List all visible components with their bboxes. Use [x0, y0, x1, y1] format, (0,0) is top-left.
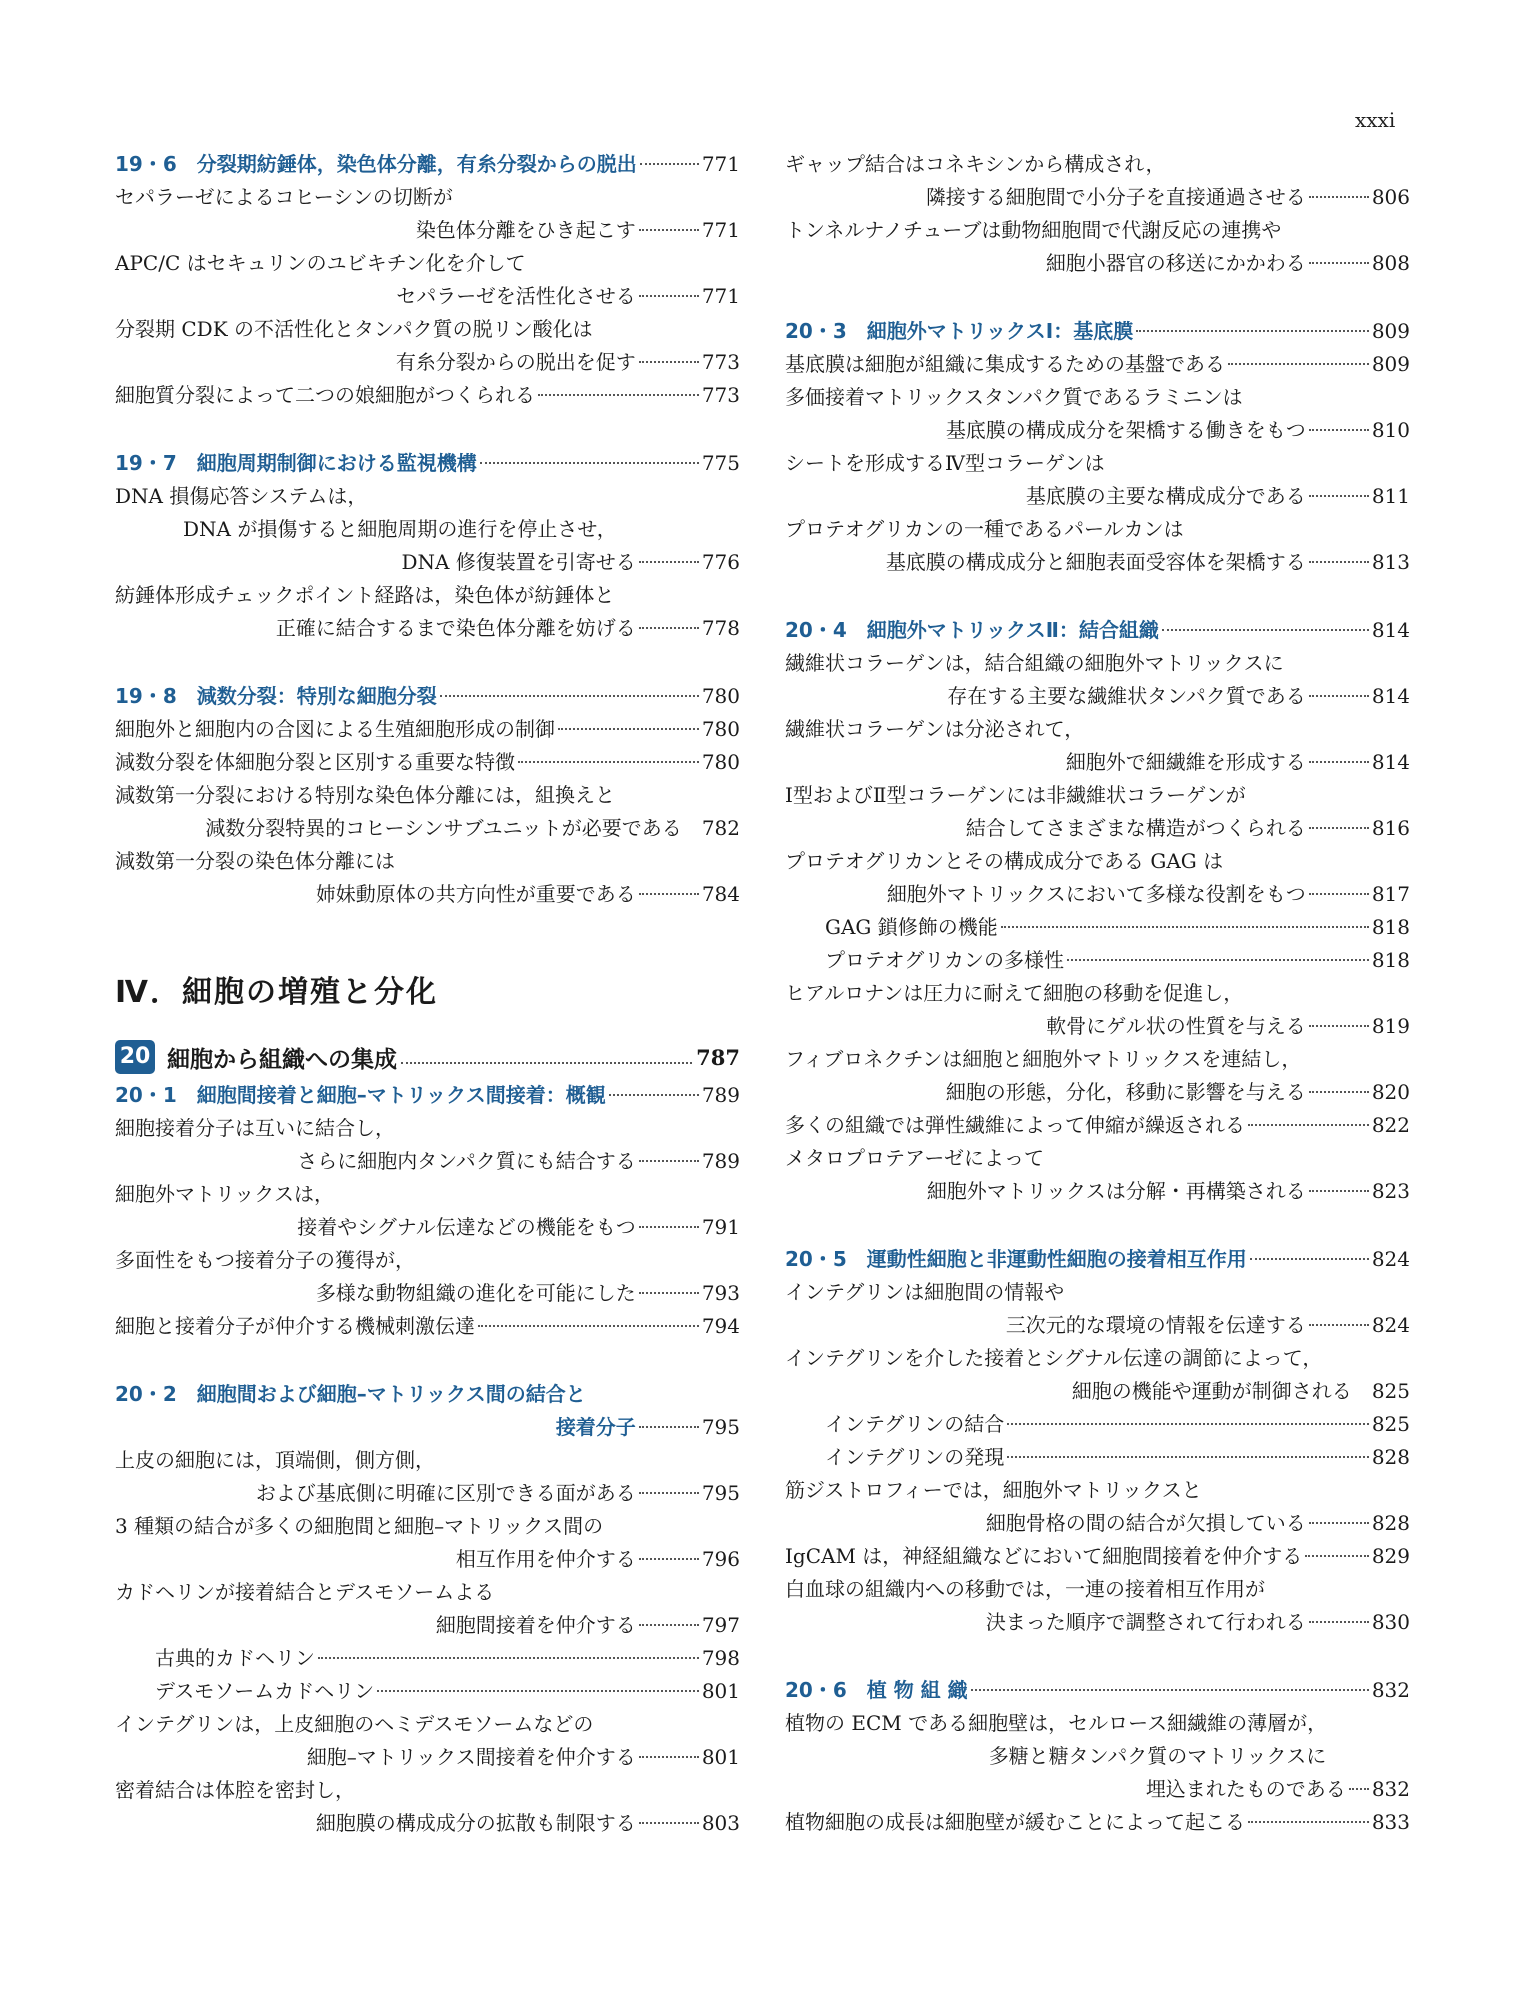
- toc-line[interactable]: 植物細胞の成長は細胞壁が緩むことによって起こる 833: [785, 1810, 1410, 1834]
- toc-line: セパラーゼによるコヒーシンの切断が: [115, 185, 453, 209]
- section-title: 19・7 細胞周期制御における監視機構: [115, 451, 477, 475]
- section-heading-20-6[interactable]: [785, 1674, 1410, 1707]
- toc-line[interactable]: 細胞小器官の移送にかかわる 808: [1045, 251, 1410, 275]
- toc-line: DNA が損傷すると細胞周期の進行を停止させ，: [183, 517, 617, 541]
- section-title: 接着分子: [555, 1415, 636, 1439]
- toc-line[interactable]: 細胞外と細胞内の合図による生殖細胞形成の制御 780: [115, 717, 740, 741]
- toc-line[interactable]: 染色体分離をひき起こす 771: [415, 218, 740, 242]
- section-page: 832: [1371, 1678, 1410, 1702]
- toc-line: ヒアルロナンは圧力に耐えて細胞の移動を促進し，: [785, 981, 1244, 1005]
- section-heading-20-1[interactable]: [115, 1079, 740, 1112]
- toc-line: 多面性をもつ接着分子の獲得が，: [115, 1248, 415, 1272]
- toc-line[interactable]: 細胞骨格の間の結合が欠損している 828: [985, 1511, 1410, 1535]
- section-title: 20・4 細胞外マトリックスⅡ：結合組織: [785, 618, 1159, 642]
- toc-line: 多価接着マトリックスタンパク質であるラミニンは: [785, 385, 1243, 409]
- toc-line[interactable]: 基底膜は細胞が組織に集成するための基盤である 809: [785, 352, 1410, 376]
- toc-line: プロテオグリカンとその構成成分である GAG は: [785, 849, 1224, 873]
- toc-line: インテグリンは細胞間の情報や: [785, 1280, 1065, 1304]
- toc-line: 多糖と糖タンパク質のマトリックスに: [988, 1744, 1327, 1768]
- section-heading-20-4[interactable]: [785, 614, 1410, 647]
- toc-line[interactable]: プロテオグリカンの多様性 818: [825, 948, 1410, 972]
- toc-line[interactable]: 細胞間接着を仲介する 797: [435, 1613, 740, 1637]
- toc-line: 筋ジストロフィーでは，細胞外マトリックスと: [785, 1478, 1202, 1502]
- toc-line[interactable]: デスモソームカドヘリン 801: [155, 1679, 740, 1703]
- toc-line[interactable]: IgCAM は，神経組織などにおいて細胞間接着を仲介する 829: [785, 1544, 1410, 1568]
- toc-line[interactable]: セパラーゼを活性化させる 771: [396, 284, 740, 308]
- section-heading-20-2[interactable]: [115, 1378, 740, 1411]
- toc-line[interactable]: 減数分裂を体細胞分裂と区別する重要な特徴 780: [115, 750, 740, 774]
- toc-line: トンネルナノチューブは動物細胞間で代謝反応の連携や: [785, 218, 1282, 242]
- toc-line: 減数第一分裂における特別な染色体分離には，組換えと: [115, 783, 615, 807]
- section-heading-19-6[interactable]: [115, 148, 740, 181]
- toc-line: プロテオグリカンの一種であるパールカンは: [785, 517, 1184, 541]
- toc-line[interactable]: GAG 鎖修飾の機能 818: [825, 915, 1410, 939]
- section-page: 771: [701, 152, 740, 176]
- toc-line[interactable]: 決まった順序で調整されて行われる 830: [985, 1610, 1410, 1634]
- toc-line[interactable]: 多様な動物組織の進化を可能にした 793: [315, 1281, 740, 1305]
- section-title: 20・1 細胞間接着と細胞–マトリックス間接着：概観: [115, 1083, 606, 1107]
- section-page: 775: [701, 451, 740, 475]
- section-title: 20・3 細胞外マトリックスⅠ：基底膜: [785, 319, 1134, 343]
- toc-line: インテグリンは，上皮細胞のヘミデスモソームなどの: [115, 1712, 594, 1736]
- toc-line: 白血球の組織内への移動では，一連の接着相互作用が: [785, 1577, 1265, 1601]
- toc-line[interactable]: 細胞の形態，分化，移動に影響を与える 820: [945, 1080, 1410, 1104]
- section-heading-20-2-cont[interactable]: [115, 1411, 740, 1444]
- section-title: 19・8 減数分裂：特別な細胞分裂: [115, 684, 437, 708]
- section-title: 20・5 運動性細胞と非運動性細胞の接着相互作用: [785, 1247, 1247, 1271]
- toc-line: ギャップ結合はコネキシンから構成され，: [785, 152, 1166, 176]
- toc-line[interactable]: 細胞外マトリックスにおいて多様な役割をもつ 817: [886, 882, 1410, 906]
- toc-line[interactable]: インテグリンの結合 825: [825, 1412, 1410, 1436]
- section-heading-19-8[interactable]: [115, 680, 740, 713]
- section-title: 20・6 植 物 組 織: [785, 1678, 968, 1702]
- toc-line: カドヘリンが接着結合とデスモソームよる: [115, 1580, 495, 1604]
- toc-line: 繊維状コラーゲンは，結合組織の細胞外マトリックスに: [785, 651, 1284, 675]
- section-page: 824: [1371, 1247, 1410, 1271]
- toc-line[interactable]: DNA 修復装置を引寄せる 776: [401, 550, 740, 574]
- toc-line[interactable]: 細胞の機能や運動が制御される 825: [1071, 1379, 1410, 1403]
- toc-line: 紡錘体形成チェックポイント経路は，染色体が紡錘体と: [115, 583, 615, 607]
- section-page: 809: [1371, 319, 1410, 343]
- toc-line[interactable]: インテグリンの発現 828: [825, 1445, 1410, 1469]
- toc-line[interactable]: 軟骨にゲル状の性質を与える 819: [1046, 1014, 1410, 1038]
- toc-right-column: [785, 148, 1410, 1839]
- toc-line[interactable]: 細胞質分裂によって二つの娘細胞がつくられる 773: [115, 383, 740, 407]
- page-number: xxxi: [1355, 108, 1396, 132]
- chapter-page: 787: [696, 1044, 740, 1070]
- section-heading-19-7[interactable]: [115, 447, 740, 480]
- toc-left-column: [115, 148, 740, 1840]
- chapter-number-badge: 20: [115, 1040, 155, 1074]
- toc-line: 細胞接着分子は互いに結合し，: [115, 1116, 395, 1140]
- section-page: 789: [701, 1083, 740, 1107]
- toc-line[interactable]: 古典的カドヘリン 798: [155, 1646, 740, 1670]
- section-title: 19・6 分裂期紡錘体，染色体分離，有糸分裂からの脱出: [115, 152, 637, 176]
- toc-line[interactable]: 細胞外マトリックスは分解・再構築される 823: [926, 1179, 1410, 1203]
- toc-line: 繊維状コラーゲンは分泌されて，: [785, 717, 1085, 741]
- toc-line: インテグリンを介した接着とシグナル伝達の調節によって，: [785, 1346, 1323, 1370]
- toc-line[interactable]: 存在する主要な繊維状タンパク質である 814: [947, 684, 1410, 708]
- toc-line[interactable]: 基底膜の構成成分と細胞表面受容体を架橋する 813: [885, 550, 1410, 574]
- toc-line[interactable]: 細胞外で細繊維を形成する 814: [1065, 750, 1410, 774]
- toc-line[interactable]: 接着やシグナル伝達などの機能をもつ 791: [297, 1215, 740, 1239]
- toc-line[interactable]: 多くの組織では弾性繊維によって伸縮が繰返される 822: [785, 1113, 1410, 1137]
- section-title: 20・2 細胞間および細胞–マトリックス間の結合と: [115, 1382, 586, 1406]
- section-page: 814: [1371, 618, 1410, 642]
- toc-line[interactable]: 埋込まれたものである 832: [1145, 1777, 1410, 1801]
- toc-line[interactable]: 細胞–マトリックス間接着を仲介する 801: [306, 1745, 740, 1769]
- toc-line[interactable]: 細胞と接着分子が仲介する機械刺激伝達 794: [115, 1314, 740, 1338]
- toc-line[interactable]: 姉妹動原体の共方向性が重要である 784: [315, 882, 740, 906]
- toc-line: 3 種類の結合が多くの細胞間と細胞–マトリックス間の: [115, 1514, 604, 1538]
- section-heading-20-5[interactable]: [785, 1243, 1410, 1276]
- toc-line[interactable]: 基底膜の主要な構成成分である 811: [1025, 484, 1410, 508]
- toc-line[interactable]: 三次元的な環境の情報を伝達する 824: [1005, 1313, 1410, 1337]
- toc-line[interactable]: 相互作用を仲介する 796: [455, 1547, 740, 1571]
- toc-line: 上皮の細胞には，頂端側，側方側，: [115, 1448, 435, 1472]
- toc-line[interactable]: 正確に結合するまで染色体分離を妨げる 778: [275, 616, 740, 640]
- toc-line: 植物の ECM である細胞壁は，セルロース細繊維の薄層が，: [785, 1711, 1328, 1735]
- toc-line: APC/C はセキュリンのユビキチン化を介して: [115, 251, 526, 275]
- toc-line[interactable]: 細胞膜の構成成分の拡散も制限する 803: [315, 1811, 740, 1835]
- section-page: 780: [701, 684, 740, 708]
- toc-line: Ⅰ型およびⅡ型コラーゲンには非繊維状コラーゲンが: [785, 783, 1246, 807]
- toc-line[interactable]: 隣接する細胞間で小分子を直接通過させる 806: [925, 185, 1410, 209]
- toc-line[interactable]: 減数分裂特異的コヒーシンサブユニットが必要である 782: [205, 816, 740, 840]
- chapter-heading-20[interactable]: [115, 1035, 740, 1079]
- toc-line: 細胞外マトリックスは，: [115, 1182, 334, 1206]
- toc-line[interactable]: および基底側に明確に区別できる面がある 795: [255, 1481, 740, 1505]
- toc-line: 分裂期 CDK の不活性化とタンパク質の脱リン酸化は: [115, 317, 593, 341]
- toc-line[interactable]: 結合してさまざまな構造がつくられる 816: [965, 816, 1410, 840]
- toc-line[interactable]: 有糸分裂からの脱出を促す 773: [395, 350, 740, 374]
- toc-line[interactable]: 基底膜の構成成分を架橋する働きをもつ 810: [945, 418, 1410, 442]
- section-page: 795: [701, 1415, 740, 1439]
- section-heading-20-3[interactable]: [785, 315, 1410, 348]
- toc-line: メタロプロテアーゼによって: [785, 1146, 1044, 1170]
- part-title: Ⅳ．細胞の増殖と分化: [115, 975, 438, 1010]
- chapter-title: 細胞から組織への集成: [167, 1046, 397, 1073]
- toc-line: 密着結合は体腔を密封し，: [115, 1778, 355, 1802]
- toc-line: シートを形成するⅣ型コラーゲンは: [785, 451, 1105, 475]
- toc-line: フィブロネクチンは細胞と細胞外マトリックスを連結し，: [785, 1047, 1302, 1071]
- toc-line: 減数第一分裂の染色体分離には: [115, 849, 395, 873]
- toc-line: DNA 損傷応答システムは，: [115, 484, 368, 508]
- toc-line[interactable]: さらに細胞内タンパク質にも結合する 789: [297, 1149, 740, 1173]
